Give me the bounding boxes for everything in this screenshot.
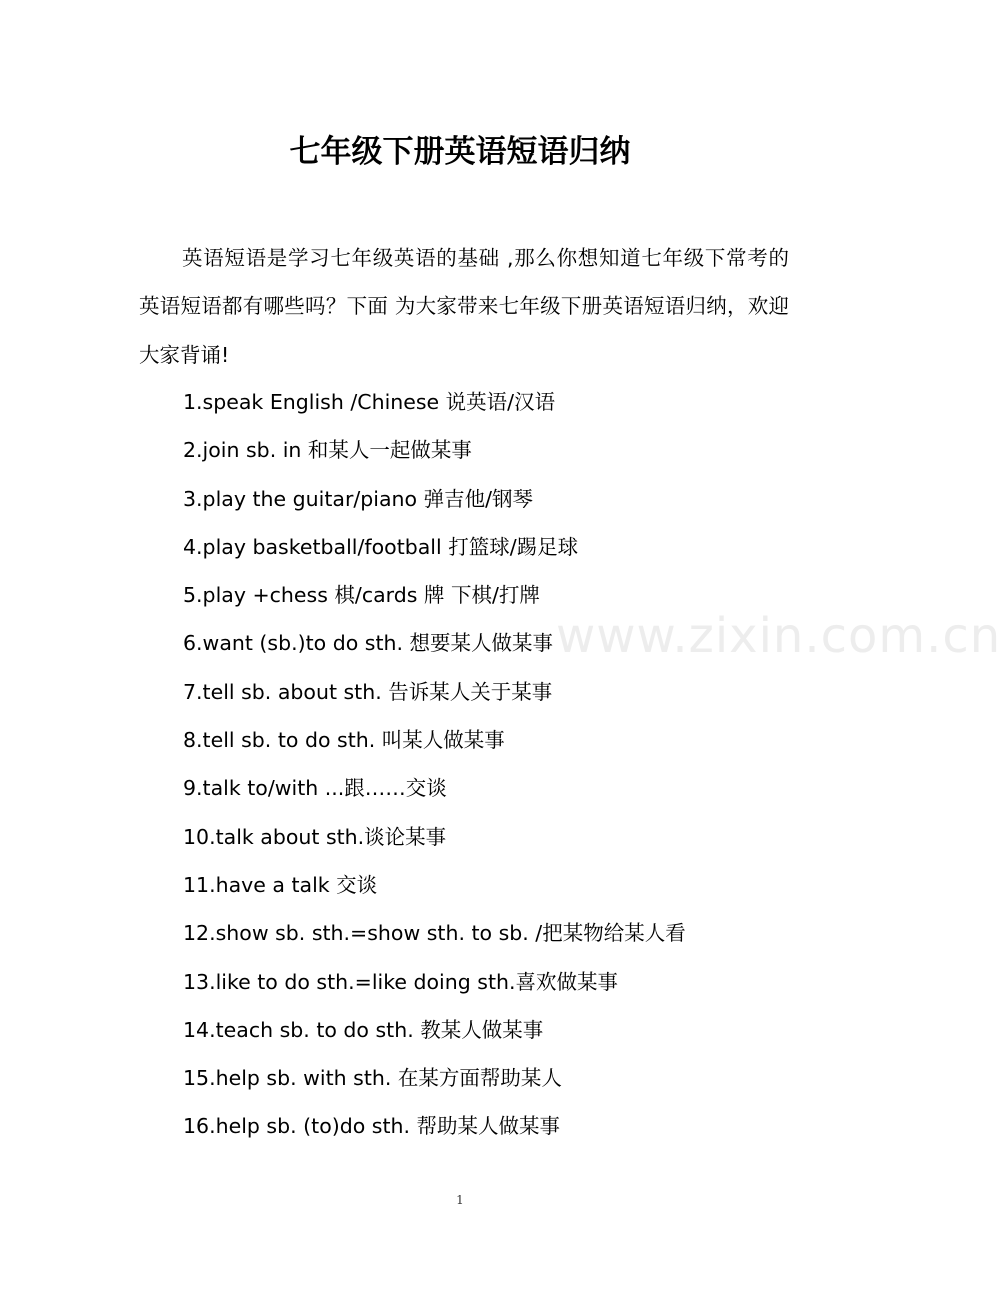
list-item: 6.want (sb.)to do sth. 想要某人做某事 (183, 631, 554, 656)
phrase-list (183, 378, 803, 1151)
list-item: 16.help sb. (to)do sth. 帮助某人做某事 (183, 1114, 561, 1139)
list-item: 12.show sb. sth.=show sth. to sb. /把某物给某人看 (183, 921, 686, 946)
intro-paragraph: 英语短语是学习七年级英语的基础 ,那么你想知道七年级下常考的英语短语都有哪些吗？下面 为大家带来七年级下册英语短语归纳，欢迎大家背诵! (139, 246, 789, 367)
watermark: www.zixin.com.cn (556, 608, 1001, 664)
list-item: 13.like to do sth.=like doing sth.喜欢做某事 (183, 969, 618, 994)
list-item: 3.play the guitar/piano 弹吉他/钢琴 (183, 486, 534, 511)
page-number: 1 (456, 1193, 464, 1207)
list-item: 11.have a talk 交谈 (183, 872, 378, 897)
list-item: 7.tell sb. about sth. 告诉某人关于某事 (183, 679, 553, 704)
list-item: 4.play basketball/football 打篮球/踢足球 (183, 534, 579, 559)
list-item: 5.play +chess 棋/cards 牌 下棋/打牌 (183, 583, 540, 608)
list-item: 9.talk to/with ...跟……交谈 (183, 776, 447, 801)
list-item: 1.speak English /Chinese 说英语/汉语 (183, 390, 556, 414)
list-item: 14.teach sb. to do sth. 教某人做某事 (183, 1017, 544, 1042)
list-item: 8.tell sb. to do sth. 叫某人做某事 (183, 728, 505, 753)
list-item: 15.help sb. with sth. 在某方面帮助某人 (183, 1066, 562, 1091)
document-title: 七年级下册英语短语归纳 (289, 134, 631, 170)
list-item: 10.talk about sth.谈论某事 (183, 824, 447, 849)
list-item: 2.join sb. in 和某人一起做某事 (183, 438, 472, 463)
